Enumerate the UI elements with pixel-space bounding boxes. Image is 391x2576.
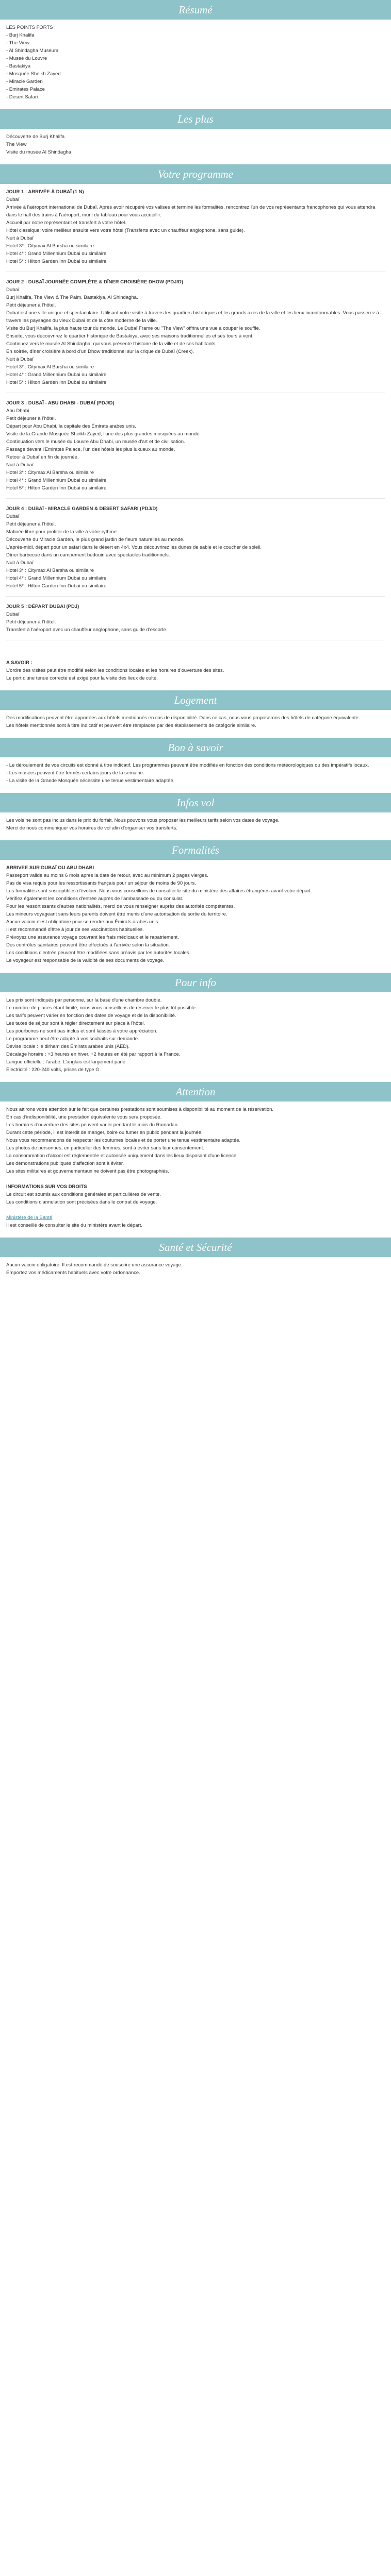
day-line: Petit déjeuner à l'hôtel. bbox=[6, 302, 56, 308]
day-line: Hotel 3* : Citymax Al Barsha ou similaire bbox=[6, 470, 94, 476]
section-banner-formalites: Formalités bbox=[0, 840, 391, 860]
day-line: Hotel 5* : Hilton Garden Inn Dubai ou similaire bbox=[6, 583, 107, 589]
day-line: Hôtel classique: voire meilleur ensuite vers votre hôtel (Transferts avec un chauffeur anglophone, sans guide). bbox=[6, 228, 245, 233]
points-title: LES POINTS FORTS : bbox=[6, 25, 56, 30]
info-line: Les prix sont indiqués par personne, sur la base d'une chambre double. bbox=[6, 997, 162, 1003]
attention-line: Nous attirons votre attention sur le fait que certaines prestations sont soumises à disponibilité au moment de la réservation. bbox=[6, 1107, 274, 1112]
bon-line: - Le déroulement de vos circuits est donné à titre indicatif. Les programmes peuvent être modifiés en fonction des conditions météorologiques ou des impératifs locaux. bbox=[6, 762, 369, 768]
attention-info-line: Les conditions d'annulation sont précisées dans le contrat de voyage. bbox=[6, 1199, 157, 1205]
attention-section bbox=[0, 1101, 391, 1238]
day-line: Hotel 4* : Grand Millennium Dubai ou similaire bbox=[6, 478, 107, 483]
day-line: Petit déjeuner à l'hôtel. bbox=[6, 416, 56, 421]
section-banner-programme: Votre programme bbox=[0, 164, 391, 184]
attention-line: Les sites militaires et gouvernementaux ne doivent pas être photographiés. bbox=[6, 1168, 169, 1174]
formalites-line: Les conditions d'entrée peuvent être modifiées sans préavis par les autorités locales. bbox=[6, 950, 191, 956]
formalites-line: Il est recommandé d'être à jour de ses vaccinations habituelles. bbox=[6, 927, 144, 933]
attention-line: Les démonstrations publiques d'affection sont à éviter. bbox=[6, 1161, 124, 1166]
info-line: Le nombre de places étant limité, nous vous conseillons de réserver le plus tôt possible. bbox=[6, 1005, 197, 1011]
attention-line: Les photos de personnes, en particulier des femmes, sont à éviter sans leur consentement. bbox=[6, 1145, 204, 1151]
sante-line: Emportez vos médicaments habituels avec votre ordonnance. bbox=[6, 1270, 140, 1276]
info-line: Les pourboires ne sont pas inclus et sont laissés à votre appréciation. bbox=[6, 1028, 158, 1034]
day-line: Petit déjeuner à l'hôtel. bbox=[6, 521, 56, 527]
point-item: - Miracle Garden bbox=[6, 79, 43, 84]
attention-list bbox=[6, 1106, 385, 1175]
day-line: Hotel 5* : Hilton Garden Inn Dubai ou similaire bbox=[6, 259, 107, 264]
info-line: Langue officielle : l'arabe. L'anglais est largement parlé. bbox=[6, 1059, 127, 1065]
resume-section bbox=[0, 20, 391, 109]
point-item: - Desert Safari bbox=[6, 94, 38, 100]
day-line: Hotel 4* : Grand Millennium Dubai ou similaire bbox=[6, 372, 107, 378]
info-line: Les tarifs peuvent varier en fonction des dates de voyage et de la disponibilité. bbox=[6, 1013, 176, 1019]
day-line: Passage devant l'Emirates Palace, l'un des hôtels les plus luxueux au monde. bbox=[6, 447, 175, 452]
day-line: Nuit à Dubaï bbox=[6, 357, 34, 362]
day-line: Dubaï bbox=[6, 612, 20, 617]
info-line: Les taxes de séjour sont à régler directement sur place à l'hôtel. bbox=[6, 1021, 145, 1026]
plus-list bbox=[6, 133, 385, 156]
day-line: Abu Dhabi bbox=[6, 408, 29, 414]
formalites-line: Les formalités sont susceptibles d'évoluer. Nous vous conseillons de consulter le site du ministère des affaires étrangères avant votre départ. bbox=[6, 888, 312, 894]
info-line: Électricité : 220-240 volts, prises de type G. bbox=[6, 1067, 101, 1073]
formalites-list bbox=[6, 872, 385, 964]
logement-section bbox=[0, 710, 391, 738]
section-banner-attention: Attention bbox=[0, 1082, 391, 1101]
vol-line: Merci de nous communiquer vos horaires de vol afin d'organiser vos transferts. bbox=[6, 825, 177, 831]
section-banner-pour-info: Pour info bbox=[0, 973, 391, 992]
note-line: Le port d'une tenue correcte est exigé pour la visite des lieux de culte. bbox=[6, 675, 158, 681]
plus-item: Découverte de Burj Khalifa bbox=[6, 134, 65, 140]
section-banner-sante: Santé et Sécurité bbox=[0, 1238, 391, 1257]
day-line: Découverte du Miracle Garden, le plus grand jardin de fleurs naturelles au monde. bbox=[6, 537, 185, 543]
day-title: JOUR 2 : DUBAÏ JOURNÉE COMPLÈTE & DÎNER CROISIÈRE DHOW (PDJ/D) bbox=[6, 279, 184, 285]
day-line: Continuation vers le musée du Louvre Abu Dhabi, un musée d'art et de civilisation. bbox=[6, 439, 185, 445]
attention-line: Durant cette période, il est interdit de manger, boire ou fumer en public pendant la journée. bbox=[6, 1130, 203, 1136]
formalites-line: Pour les ressortissants d'autres nationalités, merci de vous renseigner auprès des autorités compétentes. bbox=[6, 904, 235, 909]
pour-info-section bbox=[0, 992, 391, 1082]
day-line: Dubaï bbox=[6, 287, 20, 293]
point-item: - Mosquée Sheikh Zayed bbox=[6, 71, 61, 77]
logement-line: Les hôtels mentionnés sont à titre indicatif et peuvent être remplacés par des établissements de catégorie similaire. bbox=[6, 723, 256, 728]
day-block bbox=[6, 278, 385, 393]
infos-vol-section bbox=[0, 812, 391, 840]
points-list bbox=[6, 31, 385, 101]
info-title: INFORMATIONS SUR VOS DROITS bbox=[6, 1184, 87, 1190]
day-line: Dubaï bbox=[6, 514, 20, 519]
formalites-line: Aucun vaccin n'est obligatoire pour se rendre aux Émirats arabes unis. bbox=[6, 919, 160, 925]
attention-line: La consommation d'alcool est réglementée et autorisée uniquement dans les lieux disposant d'une licence. bbox=[6, 1153, 238, 1159]
day-line: Hotel 3* : Citymax Al Barsha ou similaire bbox=[6, 364, 94, 370]
plus-item: The View bbox=[6, 142, 27, 147]
divider bbox=[6, 596, 385, 597]
day-line: En soirée, dîner croisière à bord d'un Dhow traditionnel sur la crique de Dubaï (Creek). bbox=[6, 349, 194, 354]
bon-line: - Les musées peuvent être fermés certains jours de la semaine. bbox=[6, 770, 144, 776]
day-line: Hotel 4* : Grand Millennium Dubai ou similaire bbox=[6, 251, 107, 257]
day-block bbox=[6, 399, 385, 499]
section-banner-infos-vol: Infos vol bbox=[0, 793, 391, 812]
attention-line: Les horaires d'ouverture des sites peuvent varier pendant le mois du Ramadan. bbox=[6, 1122, 179, 1128]
formalites-line: Prévoyez une assurance voyage couvrant les frais médicaux et le rapatriement. bbox=[6, 935, 179, 940]
logement-line: Des modifications peuvent être apportées aux hôtels mentionnés en cas de disponibilité. Dans ce cas, nous vous proposerons des hôtels de catégorie équivalente. bbox=[6, 715, 360, 721]
day-line: Dîner barbecue dans un campement bédouin avec spectacles traditionnels. bbox=[6, 552, 170, 558]
plus-item: Visite du musée Al Shindagha bbox=[6, 149, 72, 155]
day-title: JOUR 5 : DÉPART DUBAÏ (PDJ) bbox=[6, 604, 79, 609]
bon-savoir-section bbox=[0, 757, 391, 793]
day-line: Retour à Dubaï en fin de journée. bbox=[6, 454, 79, 460]
formalites-line: Passeport valide au moins 6 mois après la date de retour, avec au minimum 2 pages vierges. bbox=[6, 873, 208, 878]
section-banner-bon-savoir: Bon à savoir bbox=[0, 738, 391, 757]
formalites-line: Pas de visa requis pour les ressortissants français pour un séjour de moins de 90 jours. bbox=[6, 880, 197, 886]
section-banner-resume: Résumé bbox=[0, 0, 391, 20]
vol-line: Les vols ne sont pas inclus dans le prix du forfait. Nous pouvons vous proposer les meilleurs tarifs selon vos dates de voyage. bbox=[6, 818, 280, 823]
point-item: - Museé du Louvre bbox=[6, 56, 47, 61]
notes-list bbox=[6, 667, 385, 682]
day-line: Arrivée à l'aéroport international de Dubaï. Après avoir récupéré vos valises et terminé les formalités, rencontrez l'un de vos représentants francophones qui vous attendra dans le hall des trains à l'aéroport, muni du tableau pour vous accueillir. bbox=[6, 205, 376, 218]
day-title: JOUR 3 : DUBAÏ - ABU DHABI - DUBAÏ (PDJ/D) bbox=[6, 400, 115, 406]
point-item: - Al Shindagha Museum bbox=[6, 48, 58, 54]
section-banner-logement: Logement bbox=[0, 690, 391, 710]
point-item: - The View bbox=[6, 40, 30, 46]
day-line: Hotel 3* : Citymax Al Barsha ou similaire bbox=[6, 568, 94, 573]
programme-notes bbox=[0, 655, 391, 690]
point-item: - Bastakiya bbox=[6, 63, 30, 69]
day-line: Départ pour Abu Dhabi, la capitale des Émirats arabes unis. bbox=[6, 423, 136, 429]
after-link-text: Il est conseillé de consulter le site du ministère avant le départ. bbox=[6, 1223, 143, 1228]
day-line: Burj Khalifa, The View & The Palm, Bastakiya, Al Shindagha. bbox=[6, 295, 138, 300]
section-banner-les-plus: Les plus bbox=[0, 109, 391, 129]
info-line: Le programme peut être adapté à vos souhaits sur demande. bbox=[6, 1036, 139, 1042]
day-line: Hotel 5* : Hilton Garden Inn Dubai ou similaire bbox=[6, 380, 107, 385]
day-block bbox=[6, 505, 385, 597]
sante-section bbox=[0, 1257, 391, 1285]
info-line: Devise locale : le dirham des Émirats arabes unis (AED). bbox=[6, 1044, 130, 1049]
les-plus-section bbox=[0, 129, 391, 164]
day-line: Hotel 5* : Hilton Garden Inn Dubai ou similaire bbox=[6, 485, 107, 491]
day-line: Ensuite, vous découvrirez le quartier historique de Bastakiya, avec ses maisons traditionnelles et ses tours à vent. bbox=[6, 333, 254, 339]
day-block bbox=[6, 188, 385, 272]
day-title: JOUR 1 : ARRIVÉE À DUBAÏ (1 N) bbox=[6, 189, 84, 195]
day-line: Nuit à Dubaï bbox=[6, 560, 34, 566]
formalites-line: Les mineurs voyageant sans leurs parents doivent être munis d'une autorisation de sortie du territoire. bbox=[6, 911, 227, 917]
sante-line: Aucun vaccin obligatoire. Il est recommandé de souscrire une assurance voyage. bbox=[6, 1262, 183, 1268]
day-line: Dubaï bbox=[6, 197, 20, 202]
attention-line: Nous vous recommandons de respecter les coutumes locales et de porter une tenue vestimentaire adaptée. bbox=[6, 1138, 241, 1143]
programme-section bbox=[0, 184, 391, 655]
divider bbox=[6, 498, 385, 499]
note-title: A SAVOIR : bbox=[6, 660, 32, 666]
day-block bbox=[6, 603, 385, 640]
day-line: Petit déjeuner à l'hôtel. bbox=[6, 619, 56, 625]
formalites-line: Vérifiez également les conditions d'entrée auprès de l'ambassade ou du consulat. bbox=[6, 896, 184, 902]
day-line: Hotel 3* : Citymax Al Barsha ou similaire bbox=[6, 243, 94, 249]
day-line: Hotel 4* : Grand Millennium Dubai ou similaire bbox=[6, 575, 107, 581]
attention-info-line: Le circuit est soumis aux conditions générales et particulières de vente. bbox=[6, 1192, 161, 1197]
page bbox=[0, 0, 391, 1285]
day-line: Nuit à Dubaï bbox=[6, 462, 34, 468]
day-line: Visite du Burj Khalifa, la plus haute tour du monde. Le Dubaï Frame ou "The View" offrira une vue à couper le souffle. bbox=[6, 326, 260, 331]
point-item: - Burj Khalifa bbox=[6, 32, 35, 38]
point-item: - Emirates Palace bbox=[6, 87, 45, 92]
info-line: Décalage horaire : +3 heures en hiver, +2 heures en été par rapport à la France. bbox=[6, 1052, 181, 1057]
attention-info bbox=[6, 1191, 385, 1206]
day-line: Continuez vers le musée Al Shindagha, qui vous présente l'histoire de la ville et de ses habitants. bbox=[6, 341, 217, 347]
day-line: Dubaï est une ville unique et spectaculaire. Utilisant votre visite à travers les quartiers historiques et les grands axes de la ville et les lieux incontournables. Vous passerez à travers les paysages du vieux Dubaï et de la côte moderne de la ville. bbox=[6, 310, 379, 324]
bon-line: - La visite de la Grande Mosquée nécessite une tenue vestimentaire adaptée. bbox=[6, 778, 175, 784]
day-title: JOUR 4 : DUBAÏ - MIRACLE GARDEN & DESERT SAFARI (PDJ/D) bbox=[6, 506, 158, 512]
ministere-link[interactable]: Ministère de la Santé bbox=[6, 1215, 53, 1221]
formalites-line: Le voyageur est responsable de la validité de ses documents de voyage. bbox=[6, 958, 165, 963]
day-line: L'après-midi, départ pour un safari dans le désert en 4x4. Vous découvrirez les dunes de sable et le coucher de soleil. bbox=[6, 545, 262, 550]
day-line: Nuit à Dubaï bbox=[6, 235, 34, 241]
day-line: Matinée libre pour profiter de la ville à votre rythme. bbox=[6, 529, 118, 535]
formalites-subtitle: ARRIVEE SUR DUBAÏ OU ABU DHABI bbox=[6, 865, 94, 871]
formalites-line: Des contrôles sanitaires peuvent être effectués à l'arrivée selon la situation. bbox=[6, 942, 170, 948]
attention-line: En cas d'indisponibilité, une prestation équivalente vous sera proposée. bbox=[6, 1114, 162, 1120]
note-line: L'ordre des visites peut être modifié selon les conditions locales et les horaires d'ouverture des sites. bbox=[6, 668, 224, 673]
day-line: Transfert à l'aéroport avec un chauffeur anglophone, sans guide d'escorte. bbox=[6, 627, 168, 633]
formalites-section bbox=[0, 860, 391, 973]
day-line: Visite de la Grande Mosquée Sheikh Zayed, l'une des plus grandes mosquées au monde. bbox=[6, 431, 201, 437]
day-line: Accueil par notre représentant et transfert à votre hôtel. bbox=[6, 220, 126, 226]
